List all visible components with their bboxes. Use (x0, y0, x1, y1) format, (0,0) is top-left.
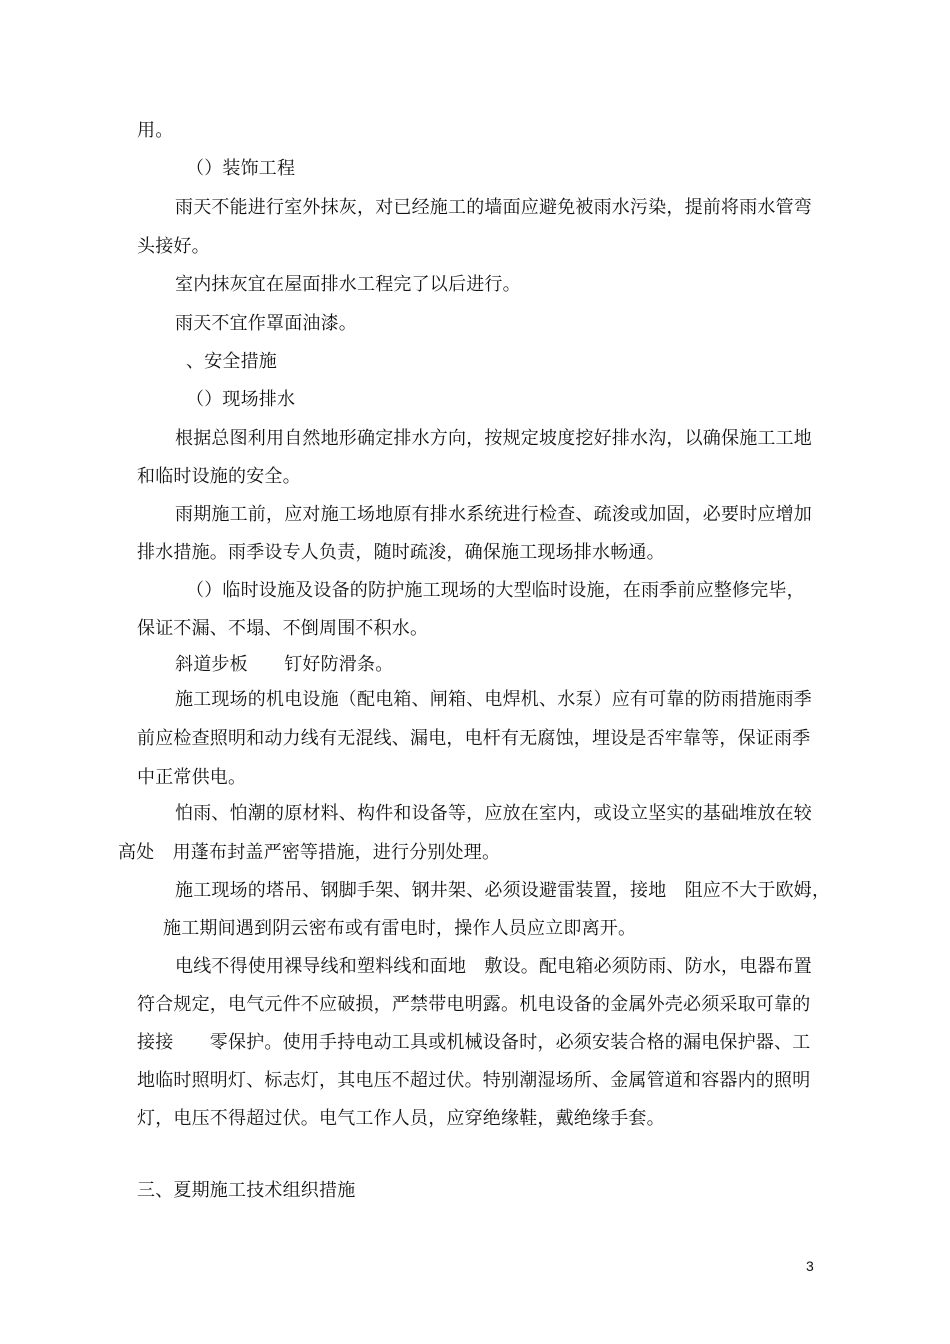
text-line: 根据总图利用自然地形确定排水方向，按规定坡度挖好排水沟，以确保施工工地 (175, 428, 812, 449)
text-line: 符合规定，电气元件不应破损，严禁带电明露。机电设备的金属外壳必须采取可靠的 (137, 994, 811, 1015)
text-line: 怕雨、怕潮的原材料、构件和设备等，应放在室内，或设立坚实的基础堆放在较 (175, 803, 812, 824)
text-line: 雨天不宜作罩面油漆。 (175, 313, 357, 334)
text-line: 接接 零保护。使用手持电动工具或机械设备时，必须安装合格的漏电保护器、工 (137, 1032, 811, 1053)
text-line: 雨天不能进行室外抹灰，对已经施工的墙面应避免被雨水污染，提前将雨水管弯 (175, 197, 812, 218)
text-line: 保证不漏、不塌、不倒周围不积水。 (137, 618, 429, 639)
text-line: 施工期间遇到阴云密布或有雷电时，操作人员应立即离开。 (163, 918, 637, 939)
text-line: 和临时设施的安全。 (137, 466, 301, 487)
text-line: 排水措施。雨季设专人负责，随时疏浚，确保施工现场排水畅通。 (137, 542, 665, 563)
text-line: 灯，电压不得超过伏。电气工作人员，应穿绝缘鞋，戴绝缘手套。 (137, 1108, 665, 1129)
page-number: 3 (806, 1258, 814, 1274)
subsection-heading: 、安全措施 (186, 351, 277, 372)
text-line: 高处 用蓬布封盖严密等措施，进行分别处理。 (118, 842, 501, 863)
text-line: 施工现场的塔吊、钢脚手架、钢井架、必须设避雷装置，接地 阻应不大于欧姆， (175, 880, 831, 901)
text-line: （）临时设施及设备的防护施工现场的大型临时设施，在雨季前应整修完毕， (186, 580, 805, 601)
text-line: 斜道步板 钉好防滑条。 (175, 654, 394, 675)
text-line: 头接好。 (137, 236, 210, 257)
text-line: 前应检查照明和动力线有无混线、漏电，电杆有无腐蚀，埋设是否牢靠等，保证雨季 (137, 728, 811, 749)
section-heading: 三、夏期施工技术组织措施 (137, 1180, 356, 1201)
text-line: 雨期施工前，应对施工场地原有排水系统进行检查、疏浚或加固，必要时应增加 (175, 504, 812, 525)
text-line: 施工现场的机电设施（配电箱、闸箱、电焊机、水泵）应有可靠的防雨措施雨季 (175, 689, 812, 710)
text-line: 用。 (137, 120, 174, 141)
text-line: 地临时照明灯、标志灯，其电压不超过伏。特别潮湿场所、金属管道和容器内的照明 (137, 1070, 811, 1091)
subsection-heading: （）现场排水 (186, 389, 296, 410)
text-line: 室内抹灰宜在屋面排水工程完了以后进行。 (175, 274, 521, 295)
text-line: 中正常供电。 (137, 767, 247, 788)
subsection-heading: （）装饰工程 (186, 158, 296, 179)
text-line: 电线不得使用裸导线和塑料线和面地 敷设。配电箱必须防雨、防水，电器布置 (175, 956, 812, 977)
